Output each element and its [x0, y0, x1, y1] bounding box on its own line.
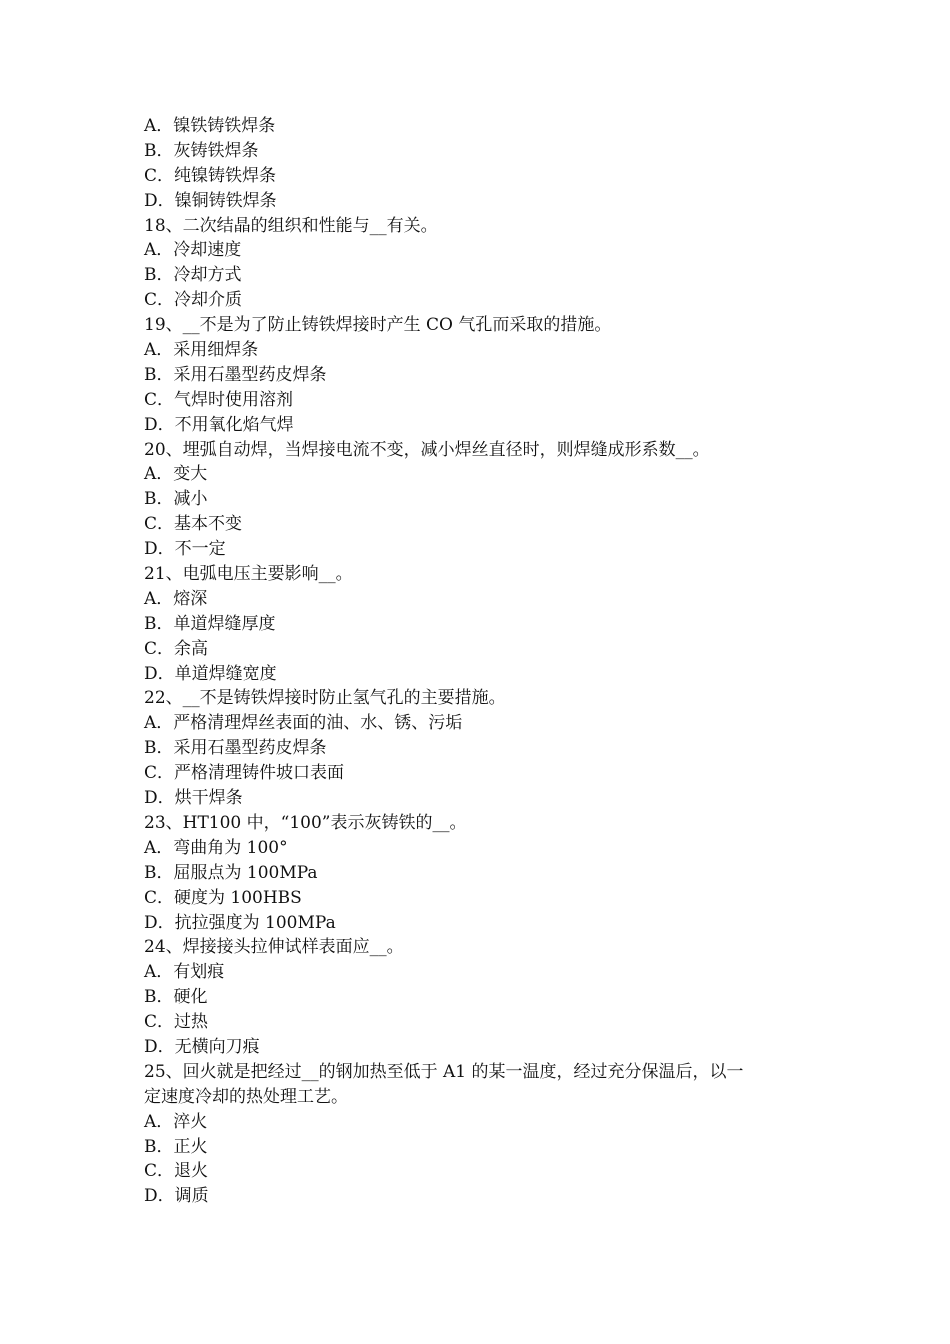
option-line: C．退火 [144, 1161, 209, 1182]
option-line: C．基本不变 [144, 514, 243, 535]
option-line: C．气焊时使用溶剂 [144, 389, 294, 410]
option-line: B．单道焊缝厚度 [144, 613, 276, 634]
option-line: D．不一定 [144, 539, 226, 560]
option-line: A．严格清理焊丝表面的油、水、锈、污垢 [144, 713, 463, 734]
option-line: C．严格清理铸件坡口表面 [144, 763, 345, 784]
question-line: 19、__不是为了防止铸铁焊接时产生 CO 气孔而采取的措施。 [144, 315, 612, 336]
option-line: D．抗拉强度为 100MPa [144, 912, 336, 933]
option-line: A．冷却速度 [144, 240, 242, 261]
question-line: 18、二次结晶的组织和性能与__有关。 [144, 215, 438, 236]
option-line: B．正火 [144, 1136, 208, 1157]
option-line: D．镍铜铸铁焊条 [144, 190, 277, 211]
option-line: B．硬化 [144, 987, 208, 1008]
option-line: B．冷却方式 [144, 265, 242, 286]
option-line: B．采用石墨型药皮焊条 [144, 738, 327, 759]
option-line: D．不用氧化焰气焊 [144, 414, 294, 435]
option-line: B．减小 [144, 489, 208, 510]
option-line: D．无横向刀痕 [144, 1036, 260, 1057]
option-line: A．变大 [144, 464, 208, 485]
option-line: A．淬火 [144, 1111, 208, 1132]
option-line: D．烘干焊条 [144, 788, 243, 809]
option-line: A．有划痕 [144, 962, 225, 983]
question-line: 20、埋弧自动焊，当焊接电流不变，减小焊丝直径时，则焊缝成形系数__。 [144, 439, 710, 460]
question-line: 22、__不是铸铁焊接时防止氢气孔的主要措施。 [144, 688, 506, 709]
option-line: C．硬度为 100HBS [144, 887, 302, 908]
option-line: A．熔深 [144, 588, 208, 609]
option-line: B．灰铸铁焊条 [144, 140, 259, 161]
option-line: D．调质 [144, 1186, 209, 1207]
question-line: 定速度冷却的热处理工艺。 [144, 1086, 348, 1107]
question-line: 21、电弧电压主要影响__。 [144, 564, 353, 585]
option-line: C．冷却介质 [144, 290, 243, 311]
option-line: A．弯曲角为 100° [144, 837, 288, 858]
question-line: 23、HT100 中，“100”表示灰铸铁的__。 [144, 812, 467, 833]
option-line: D．单道焊缝宽度 [144, 663, 277, 684]
option-line: A．镍铁铸铁焊条 [144, 116, 276, 136]
option-line: C．余高 [144, 638, 209, 659]
option-line: B．屈服点为 100MPa [144, 862, 318, 883]
option-line: B．采用石墨型药皮焊条 [144, 364, 327, 385]
option-line: C．纯镍铸铁焊条 [144, 165, 277, 186]
question-line: 25、回火就是把经过__的钢加热至低于 A1 的某一温度，经过充分保温后，以一 [144, 1061, 744, 1082]
option-line: A．采用细焊条 [144, 340, 259, 361]
option-line: C．过热 [144, 1012, 209, 1033]
question-line: 24、焊接接头拉伸试样表面应__。 [144, 937, 404, 958]
document-body [144, 114, 814, 1209]
